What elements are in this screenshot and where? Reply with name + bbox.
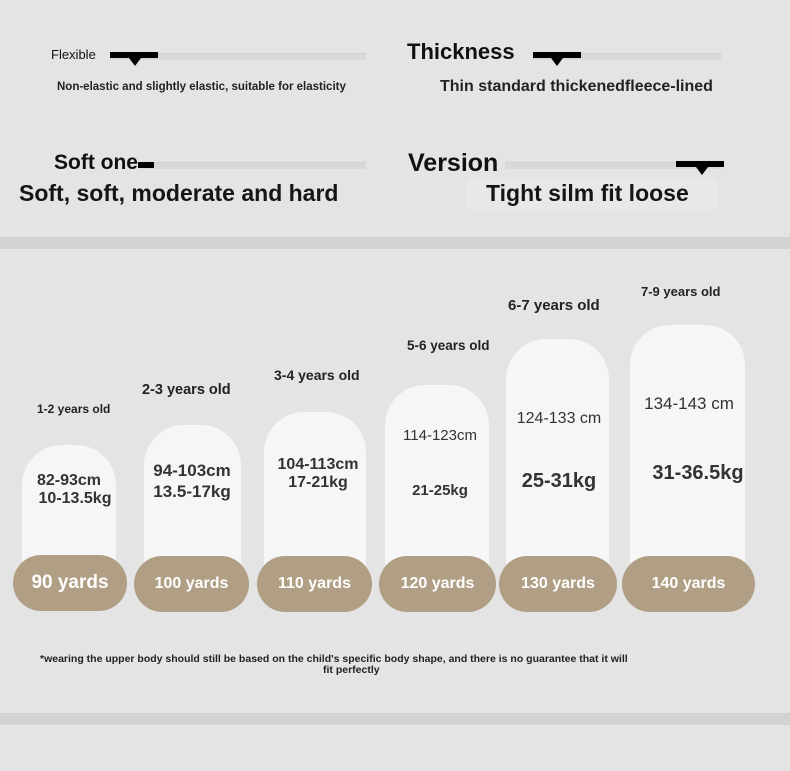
size-age: 3-4 years old	[274, 367, 360, 383]
size-height: 104-113cm	[277, 456, 359, 473]
size-height: 114-123cm	[403, 427, 477, 444]
version-options: Tight silm fit loose	[486, 180, 689, 206]
version-pointer-icon	[696, 167, 708, 175]
disclaimer-line-2: fit perfectly	[323, 664, 380, 676]
size-height: 124-133 cm	[516, 410, 602, 427]
thickness-options: Thin standard thickenedfleece-lined	[440, 78, 713, 95]
size-weight: 21-25kg	[412, 482, 468, 499]
size-weight: 13.5-17kg	[153, 482, 231, 501]
softness-scale-marker	[138, 162, 154, 168]
size-height: 134-143 cm	[644, 394, 734, 413]
size-age: 1-2 years old	[37, 402, 111, 416]
size-label: 120 yards	[379, 556, 496, 612]
disclaimer-line-1: *wearing the upper body should still be based on the child's specific body shape, and there is no guarantee that it will	[40, 653, 628, 665]
divider-band-top	[0, 237, 790, 249]
size-height: 94-103cm	[153, 461, 231, 480]
flexible-label: Flexible	[51, 47, 96, 62]
size-weight: 10-13.5kg	[38, 490, 112, 507]
softness-label: Soft one	[54, 151, 138, 174]
thickness-label: Thickness	[407, 39, 515, 64]
version-label: Version	[408, 149, 499, 177]
size-pill	[506, 339, 609, 575]
softness-scale-track	[140, 162, 366, 169]
size-age: 5-6 years old	[407, 338, 490, 353]
size-height: 82-93cm	[36, 472, 102, 489]
thickness-pointer-icon	[551, 58, 563, 66]
size-weight: 17-21kg	[288, 474, 348, 491]
size-age: 7-9 years old	[641, 284, 721, 299]
size-weight: 31-36.5kg	[652, 462, 744, 484]
softness-options: Soft, soft, moderate and hard	[19, 180, 339, 206]
flexible-pointer-icon	[129, 58, 141, 66]
divider-band-bottom	[0, 713, 790, 725]
size-label: 110 yards	[257, 556, 372, 612]
size-pill	[264, 412, 366, 575]
size-label: 90 yards	[13, 555, 127, 611]
size-pill	[385, 385, 489, 575]
size-age: 2-3 years old	[142, 382, 231, 398]
flexible-options: Non-elastic and slightly elastic, suitable for elasticity	[57, 81, 346, 93]
size-label: 130 yards	[499, 556, 617, 612]
size-age: 6-7 years old	[508, 297, 600, 314]
size-pill	[630, 325, 745, 575]
size-label: 100 yards	[134, 556, 249, 612]
size-label: 140 yards	[622, 556, 755, 612]
size-weight: 25-31kg	[521, 470, 597, 492]
